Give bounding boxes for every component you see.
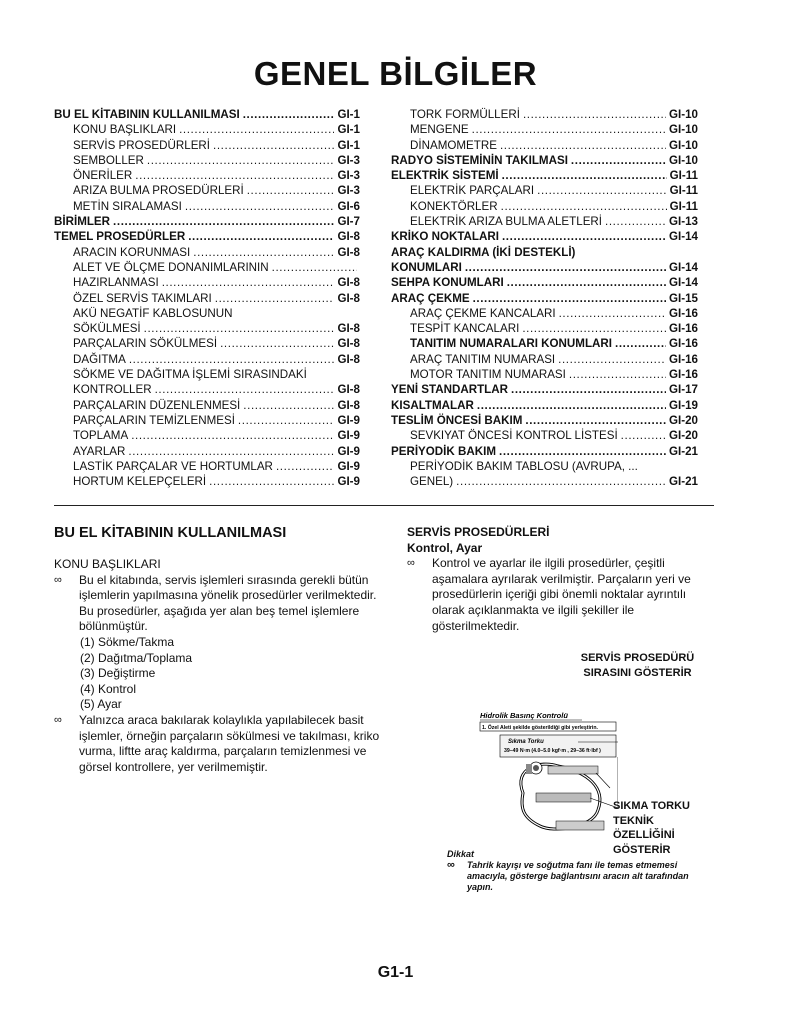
toc-entry-page: GI-16 <box>669 368 698 382</box>
toc-entry-label: TANITIM NUMARALARI KONUMLARI <box>410 337 613 351</box>
toc-entry-page: GI-9 <box>337 413 360 427</box>
toc-entry-label: TORK FORMÜLLERİ <box>410 108 520 121</box>
toc-entry-label: SÖKME VE DAĞITMA İŞLEMİ SIRASINDAKİ <box>73 368 307 382</box>
toc-entry[interactable] <box>54 245 360 260</box>
list-item: (5) Ayar <box>80 697 122 712</box>
toc-entry[interactable] <box>54 214 360 229</box>
bullet-paragraph <box>407 556 717 634</box>
figure-heading: Hidrolik Basınç Kontrolü <box>480 711 568 720</box>
toc-entry-label: MOTOR TANITIM NUMARASI <box>410 368 566 382</box>
list-item: (3) Değiştirme <box>80 666 156 681</box>
toc-entry-page: GI-21 <box>669 475 698 489</box>
list-item: (1) Sökme/Takma <box>80 634 175 649</box>
toc-leader-dots <box>522 321 666 336</box>
toc-entry-page: GI-8 <box>337 398 360 412</box>
toc-entry[interactable] <box>54 336 360 351</box>
toc-entry-label: KONTROLLER <box>73 383 152 397</box>
toc-leader-dots <box>456 474 666 489</box>
toc-entry[interactable] <box>54 306 360 321</box>
toc-entry[interactable] <box>54 428 360 443</box>
toc-leader-dots <box>188 229 334 244</box>
toc-entry-label: ARAÇ ÇEKME <box>391 291 470 305</box>
toc-entry[interactable] <box>54 474 360 489</box>
section-divider <box>54 505 714 506</box>
toc-leader-dots <box>525 413 666 428</box>
toc-entry[interactable] <box>54 153 360 168</box>
toc-entry[interactable] <box>391 153 698 168</box>
figure-step: 1. Özel Aleti şekilde gösterildiği gibi yerleştirin. <box>482 725 598 731</box>
toc-entry[interactable] <box>54 168 360 183</box>
service-procedures-block <box>407 525 717 634</box>
toc-leader-dots <box>215 291 335 306</box>
toc-entry-page: GI-1 <box>337 108 360 121</box>
toc-entry-label: RADYO SİSTEMİNİN TAKILMASI <box>391 153 568 167</box>
toc-leader-dots <box>477 398 666 413</box>
toc-entry-page: GI-8 <box>337 245 360 259</box>
toc-entry-page: GI-10 <box>669 138 698 152</box>
toc-entry[interactable] <box>391 122 698 137</box>
toc-entry[interactable] <box>54 413 360 428</box>
toc-entry-label: ARACIN KORUNMASI <box>73 245 191 259</box>
toc-entry[interactable] <box>391 444 698 459</box>
toc-entry-page: GI-11 <box>669 169 698 183</box>
callout-torque-spec: SIKMA TORKU TEKNİK ÖZELLİĞİNİ GÖSTERİR <box>613 800 690 856</box>
toc-entry-page: GI-14 <box>669 276 698 290</box>
toc-entry-page: GI-19 <box>669 398 698 412</box>
toc-entry-label: BU EL KİTABININ KULLANILMASI <box>54 108 240 121</box>
toc-entry-page: GI-9 <box>337 444 360 458</box>
toc-entry-page: GI-21 <box>669 444 698 458</box>
toc-entry-page: GI-20 <box>669 413 698 427</box>
toc-entry[interactable] <box>391 138 698 153</box>
toc-entry[interactable] <box>54 138 360 153</box>
toc-entry[interactable] <box>391 229 698 244</box>
toc-entry-page: GI-9 <box>337 429 360 443</box>
toc-entry[interactable] <box>391 474 698 489</box>
toc-entry-label: PERİYODİK BAKIM TABLOSU (AVRUPA, ... <box>410 459 638 473</box>
bullet-paragraph <box>447 860 697 893</box>
toc-entry-page: GI-7 <box>337 215 360 229</box>
toc-entry-label: METİN SIRALAMASI <box>73 199 182 213</box>
toc-entry-label: HORTUM KELEPÇELERİ <box>73 475 207 489</box>
bullet-icon: ∞ <box>407 557 415 570</box>
toc-entry[interactable] <box>391 428 698 443</box>
toc-leader-dots <box>147 153 335 168</box>
paragraph-text: Yalnızca araca bakılarak kolaylıkla yapılabilecek basit işlemler, örneğin parçaların sökülmesi ve takılması, kriko vurma, liftte araç kaldırma, parçaların temizlenmesi ve görsel kontrollere, yer verilmemiştir. <box>79 712 380 774</box>
toc-entry-label: KONU BAŞLIKLARI <box>73 123 177 137</box>
toc-left-column <box>54 107 360 489</box>
toc-entry-label: ARIZA BULMA PROSEDÜRLERİ <box>73 184 244 198</box>
toc-entry-page: GI-8 <box>337 322 360 336</box>
toc-entry[interactable] <box>54 122 360 137</box>
toc-leader-dots <box>559 306 666 321</box>
toc-leader-dots <box>473 291 666 306</box>
toc-entry-page: GI-17 <box>669 383 698 397</box>
toc-leader-dots <box>571 153 666 168</box>
toc-entry-label: SEMBOLLER <box>73 153 144 167</box>
bullet-paragraph <box>54 573 380 635</box>
toc-entry[interactable] <box>391 275 698 290</box>
toc-entry-page: GI-1 <box>337 138 360 152</box>
toc-leader-dots <box>113 214 334 229</box>
toc-entry[interactable] <box>391 352 698 367</box>
toc-entry-label: MENGENE <box>410 123 469 137</box>
toc-entry-label: PARÇALARIN DÜZENLENMESİ <box>73 398 241 412</box>
toc-entry-label: TESPİT KANCALARI <box>410 322 520 336</box>
toc-entry-page: GI-20 <box>669 429 698 443</box>
toc-leader-dots <box>502 229 666 244</box>
toc-right-column <box>391 107 698 489</box>
toc-leader-dots <box>569 367 666 382</box>
toc-entry-page: GI-14 <box>669 230 698 244</box>
toc-entry[interactable] <box>391 321 698 336</box>
toc-leader-dots <box>243 107 335 122</box>
toc-entry-label: SERVİS PROSEDÜRLERİ <box>73 138 211 152</box>
toc-leader-dots <box>621 428 666 443</box>
toc-entry-page: GI-15 <box>669 291 698 305</box>
toc-leader-dots <box>144 321 335 336</box>
paragraph-text: Bu el kitabında, servis işlemleri sırasında gerekli bütün işlemlerin yapılmasına yönelik prosedürler verilmektedir. Bu prosedürler, aşağıda yer alan beş temel işlemlere bölünmüştür. <box>79 572 377 634</box>
toc-entry-label: TEMEL PROSEDÜRLER <box>54 230 186 244</box>
toc-entry-page: GI-6 <box>337 199 360 213</box>
toc-entry[interactable] <box>54 107 360 122</box>
toc-entry[interactable] <box>54 183 360 198</box>
bullet-icon: ∞ <box>54 713 62 726</box>
toc-entry-label: KONEKTÖRLER <box>410 199 498 213</box>
toc-entry-page: GI-8 <box>337 337 360 351</box>
toc-entry-page: GI-10 <box>669 108 698 121</box>
bullet-icon: ∞ <box>54 573 62 586</box>
toc-leader-dots <box>499 444 666 459</box>
toc-leader-dots <box>615 336 666 351</box>
toc-entry[interactable] <box>391 199 698 214</box>
toc-entry-page: GI-13 <box>669 215 698 229</box>
bullet-paragraph <box>54 713 380 775</box>
toc-entry-page: GI-8 <box>337 276 360 290</box>
toc-entry-label: DİNAMOMETRE <box>410 138 497 152</box>
toc-entry[interactable] <box>391 382 698 397</box>
toc-leader-dots <box>162 275 335 290</box>
toc-entry-label: ÖZEL SERVİS TAKIMLARI <box>73 291 212 305</box>
toc-entry[interactable] <box>54 382 360 397</box>
caution-title: Dikkat <box>447 849 475 859</box>
toc-leader-dots <box>131 428 334 443</box>
toc-entry[interactable] <box>391 107 698 122</box>
toc-entry-label: TOPLAMA <box>73 429 129 443</box>
sub-heading: SERVİS PROSEDÜRLERİ <box>407 525 550 539</box>
toc-entry-label: DAĞITMA <box>73 352 126 366</box>
toc-entry-label: HAZIRLANMASI <box>73 276 159 290</box>
toc-entry[interactable] <box>391 245 698 260</box>
toc-entry[interactable] <box>391 260 698 275</box>
toc-entry[interactable] <box>54 352 360 367</box>
toc-entry-page: GI-16 <box>669 306 698 320</box>
toc-leader-dots <box>129 352 335 367</box>
toc-entry-label: ELEKTRİK ARIZA BULMA ALETLERİ <box>410 215 603 229</box>
toc-entry-label: YENİ STANDARTLAR <box>391 383 509 397</box>
toc-entry-page: GI-8 <box>337 352 360 366</box>
toc-entry[interactable] <box>391 336 698 351</box>
toc-leader-dots <box>605 214 666 229</box>
sub-heading: KONU BAŞLIKLARI <box>54 557 161 571</box>
toc-entry-label: SEVKIYAT ÖNCESİ KONTROL LİSTESİ <box>410 429 618 443</box>
toc-leader-dots <box>511 382 666 397</box>
bullet-icon: ∞ <box>447 859 455 871</box>
toc-entry-page: GI-3 <box>337 153 360 167</box>
toc-leader-dots <box>272 260 357 275</box>
toc-entry-page: GI-3 <box>337 184 360 198</box>
toc-entry[interactable] <box>54 199 360 214</box>
toc-entry[interactable] <box>54 398 360 413</box>
toc-entry[interactable] <box>54 367 360 382</box>
caution-text: Tahrik kayışı ve soğutma fanı ile temas etmemesi amacıyla, gösterge bağlantısını aracın alt tarafından yapın. <box>467 860 689 892</box>
toc-entry-label: ARAÇ TANITIM NUMARASI <box>410 352 556 366</box>
toc-entry[interactable] <box>391 183 698 198</box>
section-title: BU EL KİTABININ KULLANILMASI <box>54 525 287 541</box>
toc-leader-dots <box>155 382 335 397</box>
toc-entry-label: AYARLAR <box>73 444 126 458</box>
toc-entry[interactable] <box>391 168 698 183</box>
paragraph-text: Kontrol ve ayarlar ile ilgili prosedürler, çeşitli aşamalara ayrılarak verilmiştir. Parçaların yeri ve prosedürlerin içeriği gibi önemli noktalar ayrıntılı olarak açıklanmakta ve ilgili şekiller ile gösterilmektedir. <box>432 556 691 633</box>
toc-entry[interactable] <box>391 291 698 306</box>
toc-entry[interactable] <box>54 291 360 306</box>
toc-entry-label: ALET VE ÖLÇME DONANIMLARININ <box>73 260 269 274</box>
step-list <box>54 635 380 713</box>
toc-entry-label: SEHPA KONUMLARI <box>391 276 504 290</box>
toc-leader-dots <box>558 352 666 367</box>
toc-entry[interactable] <box>54 229 360 244</box>
toc-entry[interactable] <box>391 459 698 474</box>
toc-entry-label: PARÇALARIN SÖKÜLMESİ <box>73 337 218 351</box>
toc-leader-dots <box>276 459 335 474</box>
toc-entry-label: LASTİK PARÇALAR VE HORTUMLAR <box>73 459 273 473</box>
toc-entry[interactable] <box>54 444 360 459</box>
toc-entry-page: GI-8 <box>337 230 360 244</box>
toc-entry-label: SÖKÜLMESİ <box>73 322 141 336</box>
toc-leader-dots <box>502 168 667 183</box>
toc-leader-dots <box>238 413 335 428</box>
toc-leader-dots <box>472 122 666 137</box>
toc-entry-page: GI-8 <box>337 383 360 397</box>
toc-leader-dots <box>128 444 334 459</box>
toc-entry-page: GI-10 <box>669 153 698 167</box>
list-item: (4) Kontrol <box>80 681 137 696</box>
toc-entry[interactable] <box>54 459 360 474</box>
toc-entry-label: PERİYODİK BAKIM <box>391 444 496 458</box>
toc-entry[interactable] <box>391 413 698 428</box>
caution-note <box>447 849 697 893</box>
sub-heading: Kontrol, Ayar <box>407 540 483 555</box>
toc-entry-page: GI-9 <box>337 475 360 489</box>
toc-leader-dots <box>220 336 334 351</box>
page-number: G1-1 <box>377 964 414 981</box>
toc-leader-dots <box>537 183 667 198</box>
toc-leader-dots <box>465 260 666 275</box>
toc-entry-page: GI-14 <box>669 260 698 274</box>
toc-leader-dots <box>135 168 334 183</box>
toc-leader-dots <box>500 138 666 153</box>
toc-entry-page: GI-10 <box>669 123 698 137</box>
section-body <box>54 557 380 775</box>
toc-entry-label: GENEL) <box>410 475 454 489</box>
toc-entry-page: GI-11 <box>669 184 698 198</box>
toc-leader-dots <box>193 245 334 260</box>
toc-entry-label: PARÇALARIN TEMİZLENMESİ <box>73 413 235 427</box>
page-title: GENEL BİLGİLER <box>253 55 538 92</box>
toc-entry-label: KISALTMALAR <box>391 398 474 412</box>
toc-entry[interactable] <box>391 306 698 321</box>
toc-entry[interactable] <box>391 214 698 229</box>
toc-entry-label: ELEKTRİK SİSTEMİ <box>391 169 499 183</box>
toc-entry[interactable] <box>54 275 360 290</box>
toc-entry[interactable] <box>391 367 698 382</box>
toc-entry[interactable] <box>54 260 360 275</box>
toc-entry-page: GI-1 <box>337 123 360 137</box>
toc-entry-label: BİRİMLER <box>54 215 111 229</box>
toc-entry-page: GI-16 <box>669 322 698 336</box>
toc-entry-page: GI-9 <box>337 459 360 473</box>
toc-entry-page: GI-16 <box>669 352 698 366</box>
toc-leader-dots <box>507 275 666 290</box>
example-figure <box>478 708 618 833</box>
toc-leader-dots <box>209 474 334 489</box>
toc-entry-label: AKÜ NEGATİF KABLOSUNUN <box>73 306 233 320</box>
toc-leader-dots <box>243 398 334 413</box>
toc-entry-label: ARAÇ KALDIRMA (İKİ DESTEKLİ) <box>391 245 576 259</box>
toc-entry-label: ARAÇ ÇEKME KANCALARI <box>410 306 556 320</box>
toc-entry-label: KRİKO NOKTALARI <box>391 230 499 244</box>
toc-leader-dots <box>213 138 334 153</box>
toc-entry[interactable] <box>391 398 698 413</box>
toc-entry-label: ELEKTRİK PARÇALARI <box>410 184 535 198</box>
torque-label: Sıkma Torku <box>508 739 544 745</box>
toc-entry-label: ÖNERİLER <box>73 169 133 183</box>
toc-leader-dots <box>185 199 335 214</box>
toc-leader-dots <box>523 107 666 122</box>
toc-entry-page: GI-3 <box>337 169 360 183</box>
list-item: (2) Dağıtma/Toplama <box>80 650 193 665</box>
toc-leader-dots <box>501 199 667 214</box>
torque-value: 39–49 N·m (4.0–5.0 kgf·m , 29–36 ft·lbf ) <box>504 748 601 754</box>
toc-leader-dots <box>179 122 334 137</box>
toc-entry-label: TESLİM ÖNCESİ BAKIM <box>391 413 523 427</box>
toc-entry-page: GI-11 <box>669 199 698 213</box>
toc-leader-dots <box>247 183 335 198</box>
toc-entry-page: GI-8 <box>337 291 360 305</box>
toc-entry[interactable] <box>54 321 360 336</box>
callout-procedure-order: SERVİS PROSEDÜRÜ SIRASINI GÖSTERİR <box>580 652 695 679</box>
toc-entry-label: KONUMLARI <box>391 260 462 274</box>
toc-entry-page: GI-16 <box>669 337 698 351</box>
